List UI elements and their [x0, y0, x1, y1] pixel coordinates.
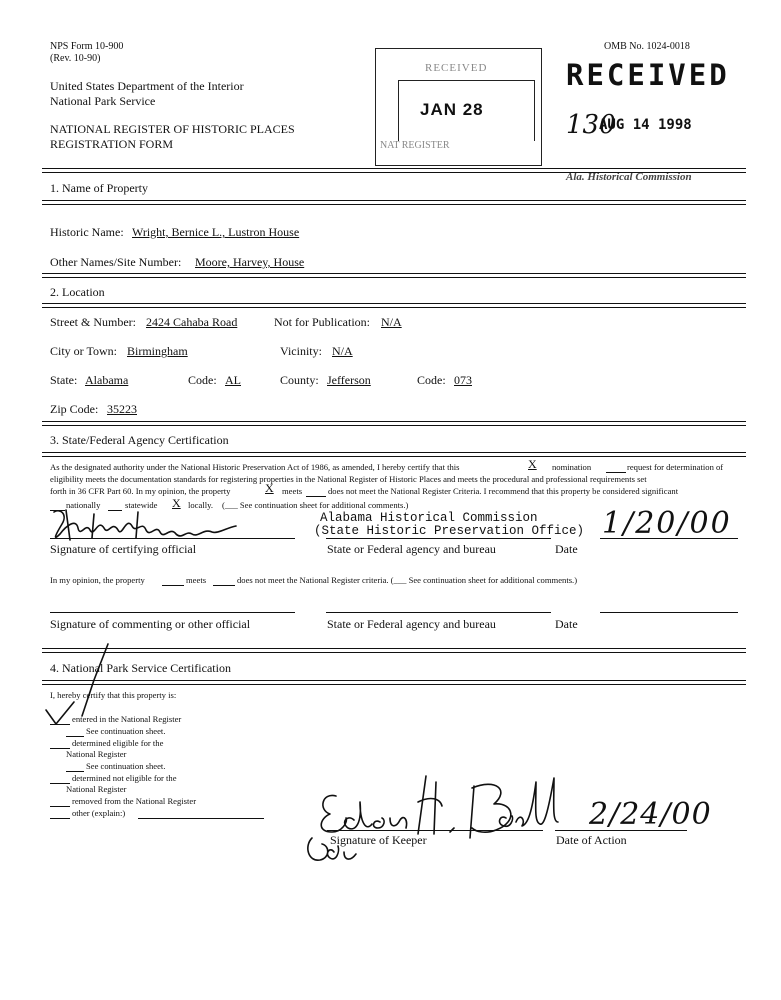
commenting-official-label: Signature of commenting or other official [50, 617, 251, 631]
cert-nomination-mark: X [528, 457, 537, 471]
agency-bureau-label-2: State or Federal agency and bureau [327, 617, 496, 631]
nps-intro: I, hereby certify that this property is: [50, 690, 177, 700]
not-for-publication-label: Not for Publication: [274, 315, 370, 329]
blank-line [306, 496, 326, 497]
cert-line1-a: As the designated authority under the National Historic Preservation Act of 1986, as amended, I hereby certify that this [50, 462, 460, 472]
stamp-received-large: RECEIVED [566, 58, 730, 92]
county-value: Jefferson [327, 373, 371, 387]
blank-line [606, 472, 626, 473]
action-date: 2/24/00 [589, 797, 712, 832]
nationally-label: nationally [66, 500, 101, 510]
date-label-2: Date [555, 617, 578, 631]
form-title: NATIONAL REGISTER OF HISTORIC PLACES [50, 122, 295, 136]
certifying-date: 1/20/00 [602, 506, 732, 541]
blank-line [50, 724, 70, 725]
stamp-handwritten-number: 130 [566, 110, 616, 140]
nps-item-3: National Register [66, 749, 127, 759]
signature-line [326, 538, 551, 539]
date-of-action-label: Date of Action [556, 833, 627, 847]
nps-item-7: removed from the National Register [72, 796, 197, 806]
keeper-signature [300, 762, 560, 870]
cert-nomination-label: nomination [552, 462, 592, 472]
state-code-label: Code: [188, 373, 217, 387]
section4-heading: 4. National Park Service Certification [50, 661, 231, 675]
stamp-ala-historical: Ala. Historical Commission [566, 171, 692, 183]
city-label: City or Town: [50, 344, 117, 358]
city-value: Birmingham [127, 344, 188, 358]
agency-bureau-label: State or Federal agency and bureau [327, 542, 496, 556]
stamp-aug-date: AUG 14 1998 [599, 117, 692, 133]
keeper-label: Signature of Keeper [330, 833, 427, 847]
divider [42, 273, 746, 278]
cert-line1-c: request for determination of [627, 462, 724, 472]
stamp-received-small: RECEIVED [425, 62, 488, 74]
county-code-value: 073 [454, 373, 472, 387]
opinion-c: does not meet the National Register criteria. (___ See continuation sheet for additional comments.) [237, 575, 578, 585]
certifying-official-signature [46, 504, 246, 546]
blank-line [162, 585, 184, 586]
stamp-nat-register: NAT REGISTER [380, 140, 450, 151]
zip-label: Zip Code: [50, 402, 99, 416]
certifying-official-label: Signature of certifying official [50, 542, 197, 556]
date-label: Date [555, 542, 578, 556]
other-names-value: Moore, Harvey, House [195, 255, 305, 269]
signature-line [327, 830, 543, 831]
form-revision: (Rev. 10-90) [50, 53, 101, 64]
blank-line [50, 806, 70, 807]
cert-meets-label: meets [282, 486, 303, 496]
stamp-jan-date: JAN 28 [420, 100, 484, 119]
opinion-meets: meets [186, 575, 207, 585]
blank-line [66, 771, 84, 772]
divider [42, 452, 746, 457]
county-code-label: Code: [417, 373, 446, 387]
historic-name-value: Wright, Bernice L., Lustron House [132, 225, 300, 239]
agency-name: Alabama Historical Commission [320, 511, 538, 525]
signature-line [326, 612, 551, 613]
statewide-label: statewide [125, 500, 158, 510]
opinion-a: In my opinion, the property [50, 575, 145, 585]
signature-line [600, 538, 738, 539]
nps-item-2: determined eligible for the [72, 738, 164, 748]
blank-line [66, 736, 84, 737]
nps-item-8: other (explain:) [72, 808, 126, 818]
department: United States Department of the Interior [50, 79, 244, 93]
divider [42, 648, 746, 653]
vicinity-value: N/A [332, 344, 353, 358]
nps-item-0: entered in the National Register [72, 714, 182, 724]
divider [42, 680, 746, 685]
vicinity-label: Vicinity: [280, 344, 322, 358]
divider [42, 421, 746, 426]
nps-item-4: See continuation sheet. [86, 761, 166, 771]
divider [42, 200, 746, 205]
divider [42, 168, 746, 173]
street-value: 2424 Cahaba Road [146, 315, 238, 329]
not-for-publication-value: N/A [381, 315, 402, 329]
locally-mark: X [172, 496, 181, 510]
section1-heading: 1. Name of Property [50, 181, 148, 195]
other-names-label: Other Names/Site Number: [50, 255, 182, 269]
nps-item-6: National Register [66, 784, 127, 794]
signature-line [555, 830, 687, 831]
agency-office: (State Historic Preservation Office) [314, 524, 585, 538]
cert-line3-a: forth in 36 CFR Part 60. In my opinion, the property [50, 486, 231, 496]
state-label: State: [50, 373, 78, 387]
locally-label: locally. [188, 500, 213, 510]
nps-item-1: See continuation sheet. [86, 726, 166, 736]
service: National Park Service [50, 94, 156, 108]
blank-line [213, 585, 235, 586]
form-number: NPS Form 10-900 [50, 41, 124, 52]
omb-number: OMB No. 1024-0018 [604, 41, 690, 52]
signature-line [600, 612, 738, 613]
historic-name-label: Historic Name: [50, 225, 124, 239]
state-value: Alabama [85, 373, 129, 387]
section2-heading: 2. Location [50, 285, 105, 299]
street-label: Street & Number: [50, 315, 136, 329]
nps-item-5: determined not eligible for the [72, 773, 177, 783]
continuation-note-1: (___ See continuation sheet for additional comments.) [222, 500, 409, 510]
divider [42, 303, 746, 308]
zip-value: 35223 [107, 402, 137, 416]
county-label: County: [280, 373, 319, 387]
blank-line [50, 818, 70, 819]
signature-line [50, 612, 295, 613]
section3-heading: 3. State/Federal Agency Certification [50, 433, 229, 447]
cert-line2: eligibility meets the documentation standards for registering properties in the National Register of Historic Places and meets the procedural and professional requirements set [50, 474, 647, 484]
cert-line3-c: does not meet the National Register Criteria. I recommend that this property be considered significant [328, 486, 679, 496]
state-code-value: AL [225, 373, 241, 387]
signature-line [50, 538, 295, 539]
cert-meets-mark: X [265, 481, 274, 495]
blank-line [138, 818, 264, 819]
form-subtitle: REGISTRATION FORM [50, 137, 174, 151]
